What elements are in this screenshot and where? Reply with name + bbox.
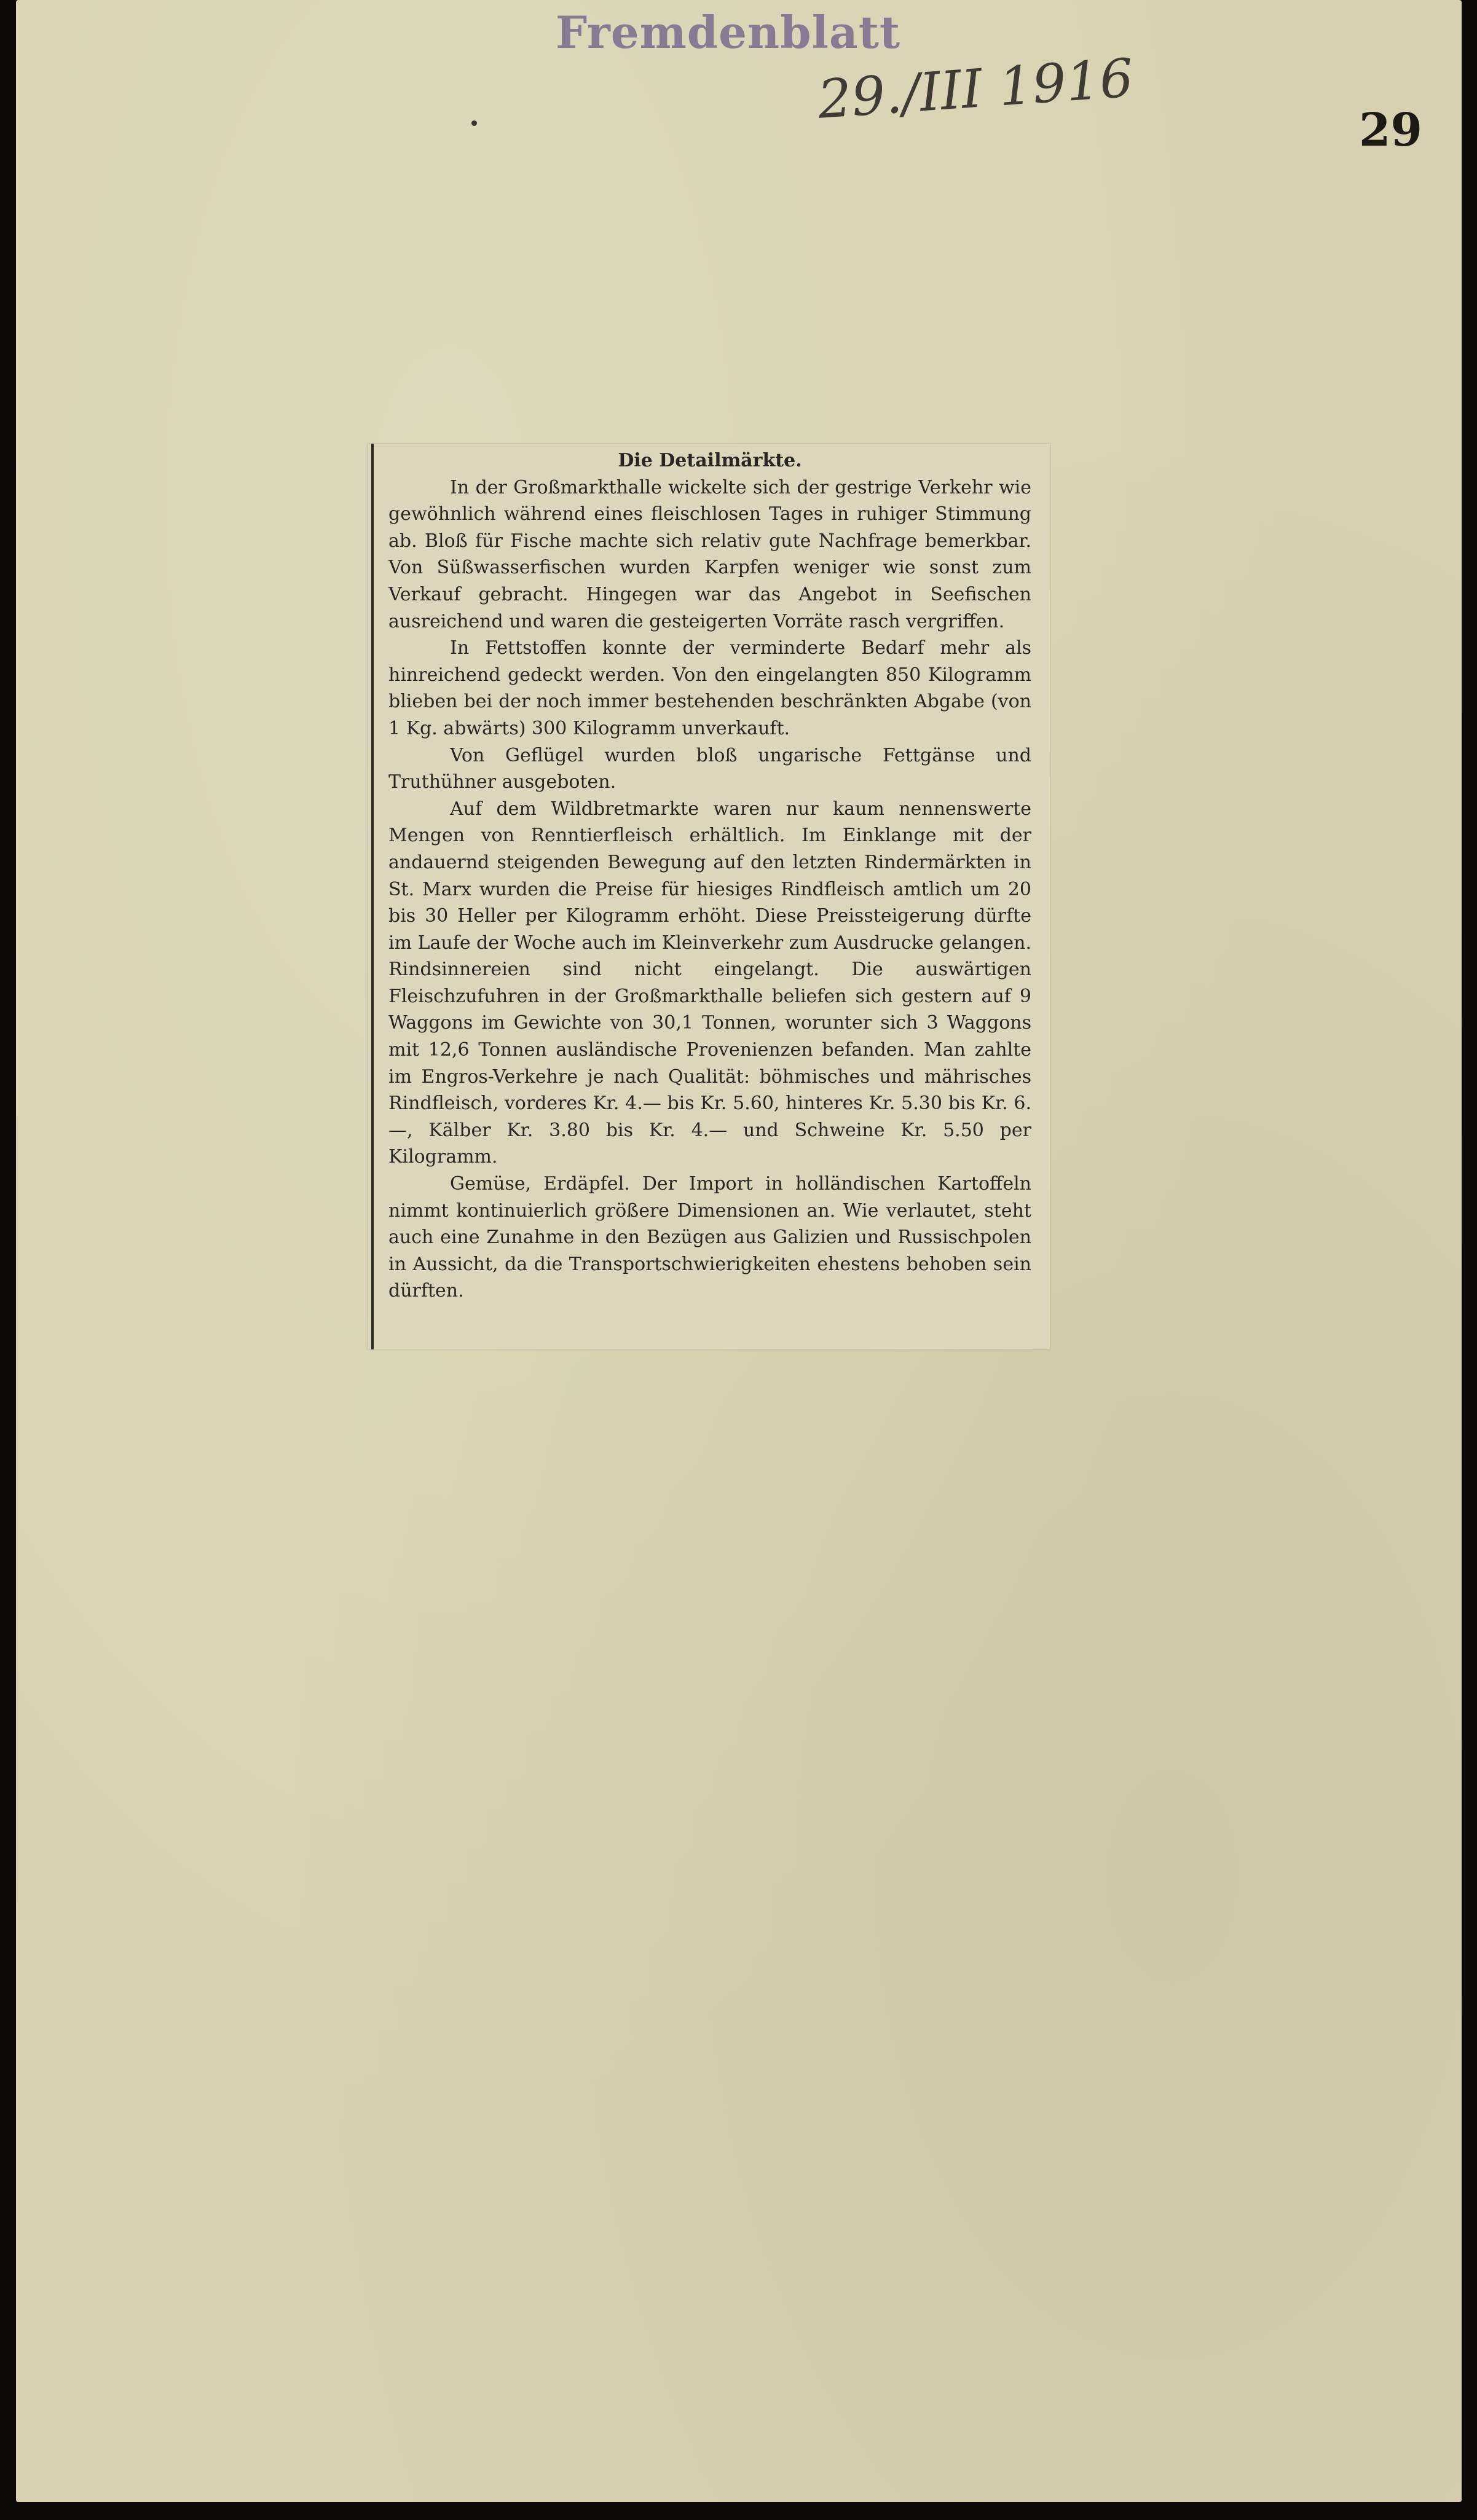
article-body <box>388 447 1031 1344</box>
handwritten-date: 29./III 1916 <box>816 47 1136 131</box>
ink-dot <box>471 120 477 126</box>
article-paragraph: In Fettstoffen konnte der verminderte Bedarf mehr als hinreichend gedeckt werden. Von den eingelangten 850 Kilogramm blieben bei der noch immer bestehenden beschränkten Abgabe (von 1 Kg. abwärts) 300 Kilogramm unverkauft. <box>388 637 1031 739</box>
page-number: 29 <box>1359 104 1422 157</box>
archive-sheet <box>16 0 1462 2502</box>
article-paragraph: Von Geflügel wurden bloß ungarische Fettgänse und Truthühner ausgeboten. <box>388 744 1031 793</box>
newspaper-source-stamp: Fremdenblatt <box>556 6 901 58</box>
article-paragraph: In der Großmarkthalle wickelte sich der gestrige Verkehr wie gewöhnlich während eines fleischlosen Tages in ruhiger Stimmung ab. Bloß für Fische machte sich relativ gute Nachfrage bemerkbar. Von Süßwasserfischen wurden Karpfen weniger wie sonst zum Verkauf gebracht. Hingegen war das Angebot in Seefischen ausreichend und waren die gesteigerten Vorräte rasch vergriffen. <box>388 476 1031 632</box>
column-rule <box>371 444 374 1349</box>
newspaper-clipping <box>368 444 1050 1349</box>
article-title: Die Detailmärkte. <box>618 450 802 471</box>
article-paragraph: Gemüse, Erdäpfel. Der Import in holländischen Kartoffeln nimmt kontinuierlich größere Dimensionen an. Wie verlautet, steht auch eine Zunahme in den Bezügen aus Galizien und Russischpolen in Aussicht, da die Transportschwierigkeiten ehestens behoben sein dürften. <box>388 1173 1031 1302</box>
article-paragraph: Auf dem Wildbretmarkte waren nur kaum nennenswerte Mengen von Renntierfleisch erhältlich. Im Einklange mit der andauernd steigenden Bewegung auf den letzten Rindermärkten in St. Marx wurden die Preise für hiesiges Rindfleisch amtlich um 20 bis 30 Heller per Kilogramm erhöht. Diese Preissteigerung dürfte im Laufe der Woche auch im Kleinverkehr zum Ausdrucke gelangen. Rindsinnereien sind nicht eingelangt. Die auswärtigen Fleischzufuhren in der Großmarkthalle beliefen sich gestern auf 9 Waggons im Gewichte von 30,1 Tonnen, worunter sich 3 Waggons mit 12,6 Tonnen ausländische Provenienzen befanden. Man zahlte im Engros-Verkehre je nach Qualität: böhmisches und mährisches Rindfleisch, vorderes Kr. 4.— bis Kr. 5.60, hinteres Kr. 5.30 bis Kr. 6.—, Kälber Kr. 3.80 bis Kr. 4.— und Schweine Kr. 5.50 per Kilogramm. <box>388 798 1031 1168</box>
